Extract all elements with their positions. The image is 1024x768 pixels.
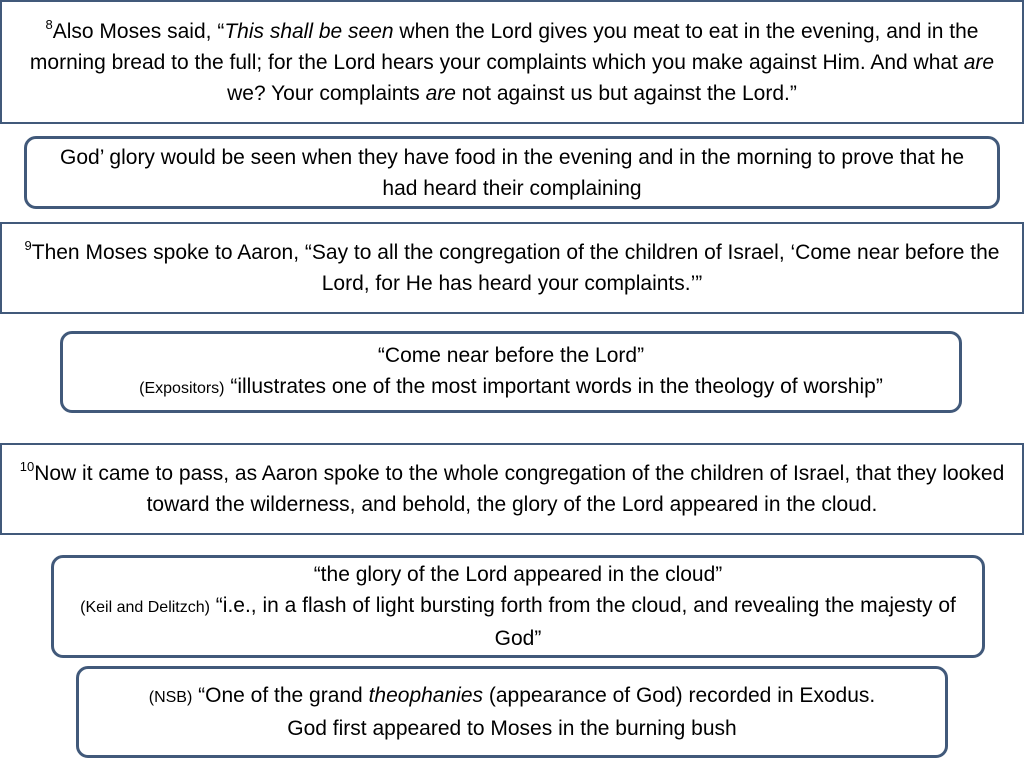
commentary-box-theophanies — [76, 666, 948, 758]
verse-8-box — [0, 0, 1024, 124]
verse-number: 10 — [19, 459, 35, 474]
commentary-source: (NSB) — [148, 689, 193, 706]
verse-9-text: $^9$Then Moses spoke to Aaron, “Say to all the congregation of the children of Israel, ‘Come near before the Lord, for He has heard your complaints.’” — [24, 238, 1000, 295]
verse-9-box — [0, 222, 1024, 314]
commentary-box-come-near — [60, 331, 962, 413]
commentary-heading: “Come near before the Lord” — [377, 344, 645, 367]
commentary-source: (Keil and Delitzch) — [80, 599, 210, 616]
commentary-quote-line: (Keil and Delitzch) “i.e., in a flash of light bursting forth from the cloud, and revealing the majesty of God” — [80, 594, 956, 650]
commentary-box-glory-seen — [24, 136, 1000, 209]
verse-number: 9 — [24, 238, 32, 253]
commentary-second-line: God first appeared to Moses in the burning bush — [287, 717, 737, 740]
commentary-box-glory-cloud — [51, 555, 985, 658]
commentary-text: God’ glory would be seen when they have food in the evening and in the morning to prove that he had heard their complaining — [60, 145, 964, 200]
verse-10-text: $^{10}$Now it came to pass, as Aaron spoke to the whole congregation of the children of Israel, that they looked toward the wilderness, and behold, the glory of the Lord appeared in the cloud. — [19, 459, 1005, 516]
verse-8-text: $^8$Also Moses said, “This shall be seen when the Lord gives you meat to eat in the evening, and in the morning bread to the full; for the Lord hears your complaints which you make against Him. And what are we? Your complaints are not against us but against the Lord.” — [29, 16, 995, 105]
commentary-source: (Expositors) — [139, 380, 225, 397]
verse-10-box — [0, 443, 1024, 535]
commentary-quote-line: (Expositors) “illustrates one of the most important words in the theology of worship” — [139, 375, 883, 398]
commentary-quote-line: (NSB) “One of the grand theophanies (appearance of God) recorded in Exodus. — [148, 684, 876, 707]
commentary-heading: “the glory of the Lord appeared in the cloud” — [313, 563, 723, 586]
verse-number: 8 — [45, 16, 53, 32]
